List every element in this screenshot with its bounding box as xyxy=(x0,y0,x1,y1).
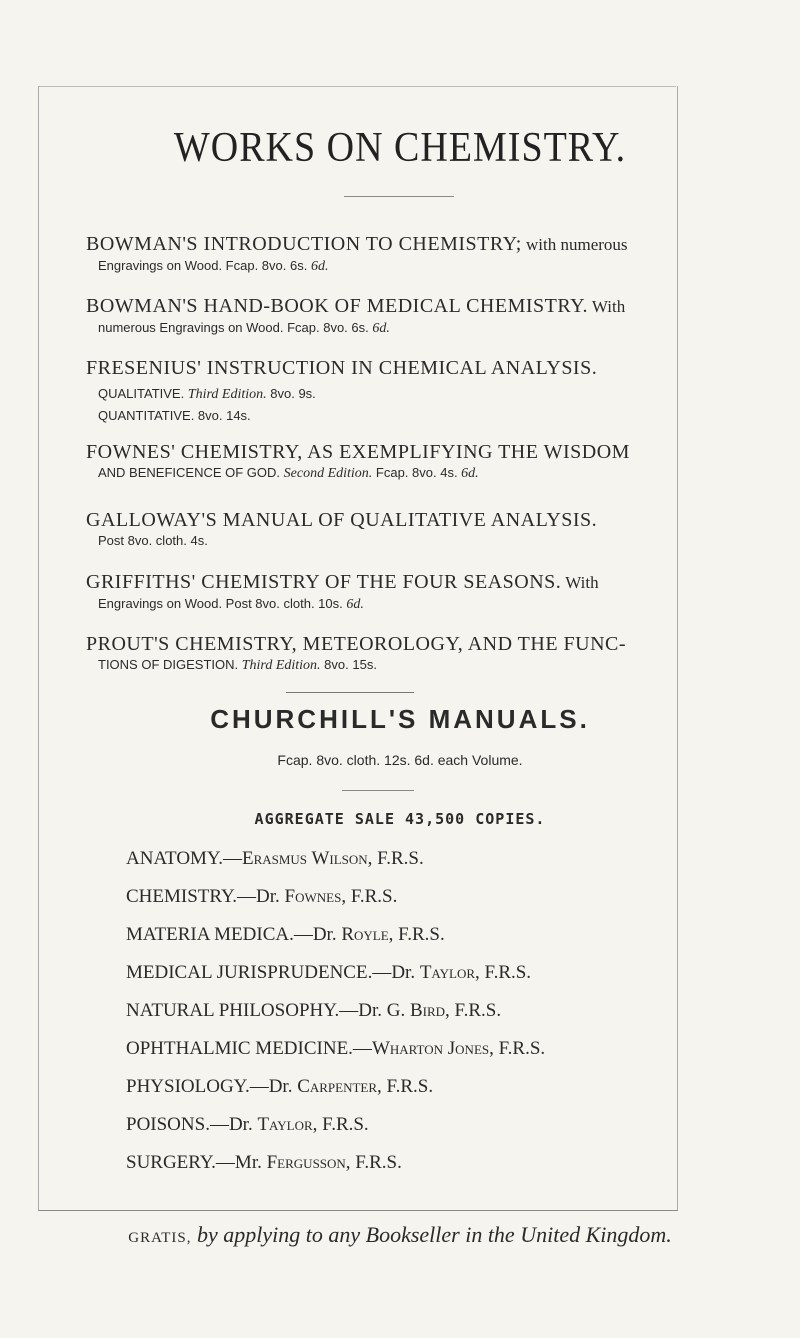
work-entry: GALLOWAY'S MANUAL OF QUALITATIVE ANALYSIS. Post 8vo. cloth. 4s. xyxy=(86,509,598,548)
page-title: WORKS ON CHEMISTRY. xyxy=(173,124,627,172)
manuals-title: CHURCHILL'S MANUALS. xyxy=(210,704,590,734)
manuals-rule xyxy=(342,790,414,791)
manual-item: ANATOMY.—Erasmus Wilson, F.R.S. xyxy=(126,848,424,869)
manuals-note: Fcap. 8vo. cloth. 12s. 6d. each Volume. xyxy=(277,752,523,768)
work-entry: BOWMAN'S HAND-BOOK OF MEDICAL CHEMISTRY. With numerous Engravings on Wood. Fcap. 8vo. 6s. 6d. xyxy=(86,295,626,336)
work-subline: QUANTITATIVE. 8vo. 14s. xyxy=(98,408,251,423)
manual-item: NATURAL PHILOSOPHY.—Dr. G. Bird, F.R.S. xyxy=(126,1000,502,1021)
manual-item: MEDICAL JURISPRUDENCE.—Dr. Taylor, F.R.S. xyxy=(126,962,532,983)
manual-item: SURGERY.—Mr. Fergusson, F.R.S. xyxy=(126,1152,402,1173)
work-entry: PROUT'S CHEMISTRY, METEOROLOGY, AND THE FUNC- TIONS OF DIGESTION. Third Edition. 8vo. 15s. xyxy=(86,633,627,673)
manual-item: MATERIA MEDICA.—Dr. Royle, F.R.S. xyxy=(126,924,445,945)
manual-item: OPHTHALMIC MEDICINE.—Wharton Jones, F.R.S. xyxy=(126,1038,546,1059)
work-entry: FRESENIUS' INSTRUCTION IN CHEMICAL ANALYSIS. xyxy=(86,357,598,379)
work-entry: FOWNES' CHEMISTRY, AS EXEMPLIFYING THE WISDOM AND BENEFICENCE OF GOD. Second Edition. Fcap. 8vo. 4s. 6d. xyxy=(86,441,630,481)
section-rule xyxy=(286,692,414,693)
manual-item: PHYSIOLOGY.—Dr. Carpenter, F.R.S. xyxy=(126,1076,434,1097)
manual-item: POISONS.—Dr. Taylor, F.R.S. xyxy=(126,1114,369,1135)
title-rule xyxy=(344,196,454,197)
aggregate-sale: AGGREGATE SALE 43,500 COPIES. xyxy=(254,810,546,828)
work-subline: QUALITATIVE. Third Edition. 8vo. 9s. xyxy=(98,386,316,402)
manual-item: CHEMISTRY.—Dr. Fownes, F.R.S. xyxy=(126,886,398,907)
work-entry: BOWMAN'S INTRODUCTION TO CHEMISTRY; with numerous Engravings on Wood. Fcap. 8vo. 6s. 6d. xyxy=(86,233,628,274)
work-entry: GRIFFITHS' CHEMISTRY OF THE FOUR SEASONS. With Engravings on Wood. Post 8vo. cloth. 10s. 6d. xyxy=(86,571,599,612)
footer-note: GRATIS, by applying to any Bookseller in the United Kingdom. xyxy=(128,1222,672,1247)
